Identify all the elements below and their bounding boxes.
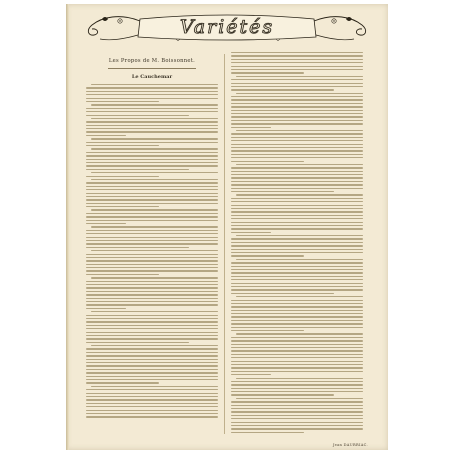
newspaper-page [66,4,388,450]
article-heading: Les Propos de M. Boissonnet. [108,58,196,64]
article-section-title: Le Cauchemar [131,74,173,80]
right-column-body-text [231,52,363,433]
page-spine-shadow [66,4,69,450]
right-column [231,52,363,435]
column-divider [224,54,225,434]
heading-rule [108,68,196,69]
masthead-banner [80,9,374,45]
left-column [86,56,218,420]
section-masthead-title: Variétés [179,16,275,38]
left-column-body-text [86,84,218,418]
author-signature: Jean DAURRIAC. [332,443,368,447]
